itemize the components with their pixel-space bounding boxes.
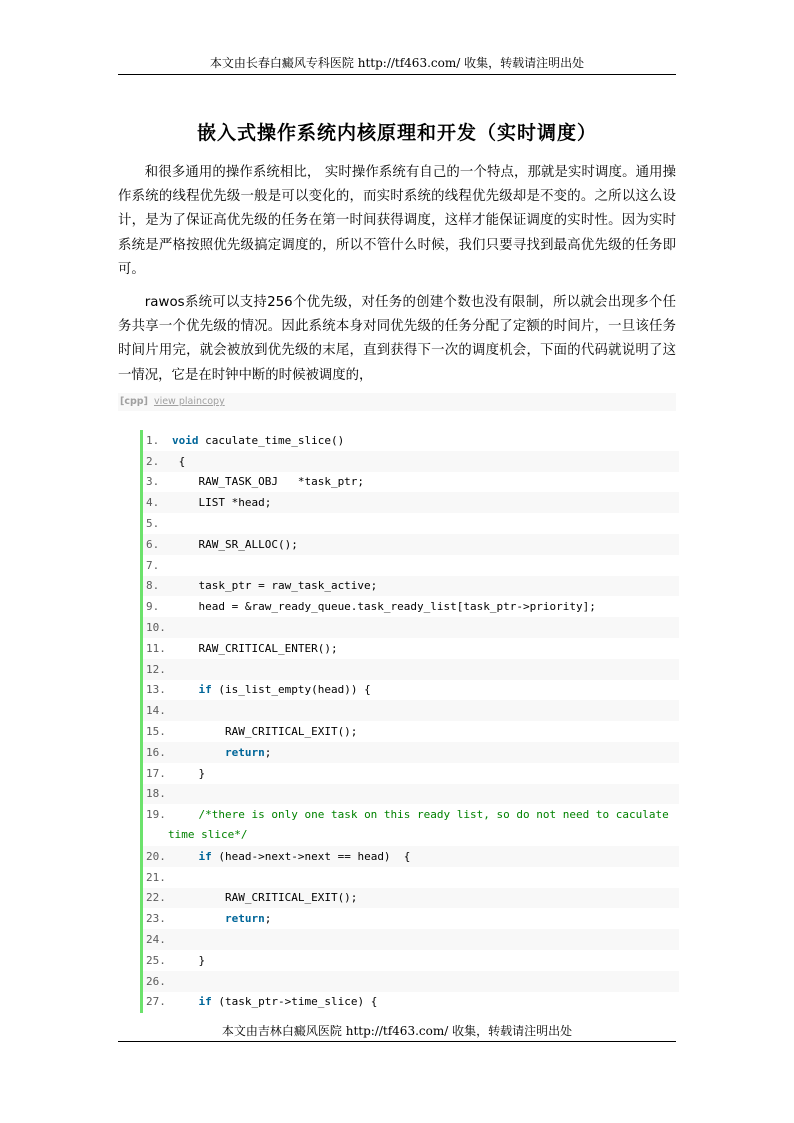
line-number: 22. [146,891,166,905]
line-number: 27. [146,995,166,1009]
line-number: 2. [146,454,160,468]
code-segment: } [172,766,206,780]
code-line [143,659,679,680]
code-keyword: if [198,995,212,1009]
code-line [143,576,679,597]
code-segment: ; [264,745,272,759]
code-segment: caculate_time_slice() [198,433,345,447]
code-line [143,804,679,846]
line-number: 13. [146,683,166,697]
code-line [143,638,679,659]
code-line [143,763,679,784]
code-line [143,472,679,493]
line-number: 23. [146,912,166,926]
code-segment: } [172,953,206,967]
code-segment: RAW_SR_ALLOC(); [172,537,298,551]
code-text [172,600,679,613]
line-number: 20. [146,849,166,863]
copy-link[interactable]: copy [202,396,225,407]
code-segment: (task_ptr->time_slice) { [211,995,378,1009]
line-number: 9. [146,600,160,614]
code-line [143,721,679,742]
code-text [172,850,679,863]
code-text [172,579,679,592]
code-line [143,950,679,971]
line-number: 10. [146,621,166,635]
line-number: 25. [146,953,166,967]
code-segment: { [172,454,186,468]
code-toolbar [118,393,676,411]
code-line [143,784,679,805]
code-text [172,954,679,967]
code-text [172,725,679,738]
line-number: 1. [146,433,160,447]
paragraph-rawos [118,291,676,388]
code-text [172,496,679,509]
code-segment [172,808,199,821]
code-text [172,455,679,468]
code-segment [172,746,225,759]
code-segment: task_ptr = raw_task_active; [172,579,378,593]
line-number: 6. [146,537,160,551]
code-line [143,680,679,701]
code-segment [172,850,199,863]
code-keyword: return [224,745,265,759]
code-segment: head = &raw_ready_queue.task_ready_list[task_ptr->priority]; [172,600,596,614]
code-line [143,929,679,950]
line-number: 16. [146,745,166,759]
line-number: 19. [146,808,166,822]
view-plain-link[interactable]: view plain [153,396,203,407]
code-line [143,992,679,1013]
code-comment-continuation: time slice*/ [168,828,248,842]
code-text [172,995,679,1008]
code-line [143,617,679,638]
code-text [172,538,679,551]
code-segment: RAW_CRITICAL_ENTER(); [172,641,338,655]
code-text [172,746,679,759]
code-segment: LIST *head; [172,496,272,510]
code-text [172,808,679,821]
line-number: 8. [146,579,160,593]
code-text [172,434,679,447]
priority-count: 256 [267,295,293,310]
paragraph-text: 系统可以支持 [184,295,268,310]
page-header: 本文由长春白癜风专科医院 http://tf463.com/ 收集，转载请注明出处 [118,52,676,75]
page-footer: 本文由吉林白癜风医院 http://tf463.com/ 收集，转载请注明出处 [118,1021,676,1042]
code-keyword: if [198,683,212,697]
code-line [143,700,679,721]
code-line [143,846,679,867]
rawos-word: rawos [144,295,185,310]
code-comment: /*there is only one task on this ready list, so do not need to caculate [198,808,669,822]
code-block [140,430,679,1013]
code-segment: (is_list_empty(head)) { [211,683,371,697]
line-number: 4. [146,496,160,510]
code-line [143,555,679,576]
code-text [172,475,679,488]
code-segment [172,995,199,1008]
code-segment: RAW_TASK_OBJ *task_ptr; [172,475,365,489]
code-segment [172,683,199,696]
code-text [172,642,679,655]
code-line [143,430,679,451]
line-number: 11. [146,641,166,655]
code-line [143,971,679,992]
line-number: 26. [146,974,166,988]
code-text [172,891,679,904]
paragraph-text-rest: 个优先级，对任务的创建个数也没有限制，所以就会出现多个任务共享一个优先级的情况。因此系统本身对同优先级的任务分配了定额的时间片，一旦该任务时间片用完，就会被放到优先级的末尾，直到获得下一次的调度机会，下面的代码就说明了这一情况，它是在时钟中断的时候被调度的， [118,295,677,383]
code-text [172,683,679,696]
line-number: 15. [146,725,166,739]
code-segment [172,912,225,925]
line-number: 14. [146,704,166,718]
code-keyword: return [224,912,265,926]
code-line [143,908,679,929]
line-number: 18. [146,787,166,801]
line-number: 3. [146,475,160,489]
code-keyword: void [172,433,199,447]
code-text [172,912,679,925]
code-segment: ; [264,912,272,926]
line-number: 21. [146,870,166,884]
code-keyword: if [198,849,212,863]
line-number: 12. [146,662,166,676]
article-title: 嵌入式操作系统内核原理和开发（实时调度） [196,122,597,144]
line-number: 5. [146,517,160,531]
code-line [143,742,679,763]
code-text [172,767,679,780]
code-line [143,596,679,617]
code-line [143,513,679,534]
code-segment: (head->next->next == head) { [211,849,411,863]
line-number: 7. [146,558,160,572]
code-line [143,492,679,513]
paragraph-intro: 和很多通用的操作系统相比， 实时操作系统有自己的一个特点，那就是实时调度。通用操作系统的线程优先级一般是可以变化的，而实时系统的线程优先级却是不变的。之所以这么设计，是为了保证高优先级的任务在第一时间获得调度，这样才能保证调度的实时性。因为实时系统是严格按照优先级搞定调度的，所以不管什么时候，我们只要寻找到最高优先级的任务即可。 [118,165,676,277]
code-line [143,888,679,909]
line-number: 24. [146,933,166,947]
code-line [143,534,679,555]
code-line [143,451,679,472]
code-line [143,867,679,888]
code-segment: RAW_CRITICAL_EXIT(); [172,891,358,905]
code-segment: RAW_CRITICAL_EXIT(); [172,725,358,739]
line-number: 17. [146,766,166,780]
code-language-label: [cpp] [120,396,148,407]
